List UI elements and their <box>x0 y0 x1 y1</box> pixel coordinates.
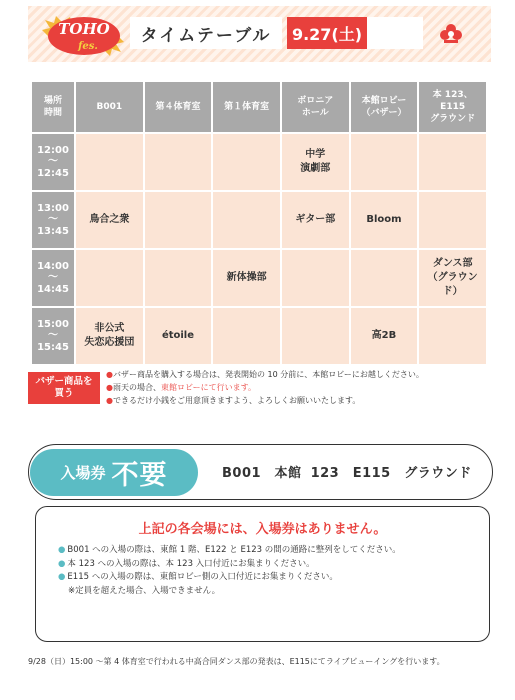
column-header: ボロニア ホール <box>282 82 349 132</box>
svg-text:fes.: fes. <box>78 41 98 52</box>
bullet-icon: ● <box>58 558 66 569</box>
table-cell <box>419 134 486 190</box>
time-slot: 12:00 〜 12:45 <box>32 134 74 190</box>
capacity-note: ※定員を超えた場合、入場できません。 <box>68 585 221 596</box>
table-cell <box>76 250 143 306</box>
list-item: ● B001 への入場の際は、東館 1 階、E122 と E123 の間の通路に整列をしてください。 <box>58 544 470 558</box>
table-cell <box>76 134 143 190</box>
header-spacer <box>367 17 423 49</box>
column-header: B001 <box>76 82 143 132</box>
ticket-not-required: 不要 <box>111 460 168 491</box>
school-crest-icon <box>438 20 464 46</box>
table-cell <box>213 134 280 190</box>
table-cell <box>282 250 349 306</box>
ticket-label: 入場券 <box>60 464 106 482</box>
bazaar-badge-line1: バザー商品を <box>35 375 93 387</box>
table-cell <box>419 192 486 248</box>
bullet-icon: ● <box>58 572 66 583</box>
table-cell: 新体操部 <box>213 250 280 306</box>
bazaar-badge-line2: 買う <box>54 388 74 399</box>
ticket-not-required-pill <box>30 449 198 496</box>
timetable-row <box>32 134 486 190</box>
note-line: ●できるだけ小銭をご用意頂きますよう、よろしくお願いいたします。 <box>106 395 361 405</box>
svg-text:TOHO: TOHO <box>58 20 110 38</box>
table-cell <box>145 250 212 306</box>
table-cell <box>419 308 486 364</box>
column-header: 本 123、E115 グラウンド <box>419 82 486 132</box>
column-header: 第１体育室 <box>213 82 280 132</box>
bullet-icon: ● <box>106 395 113 405</box>
footer-note: 9/28（日）15:00 〜第 4 体育室で行われる中高合同ダンス部の発表は、E115にてライブビューイングを行います。 <box>28 657 445 666</box>
table-cell: 中学 演劇部 <box>282 134 349 190</box>
time-slot: 13:00 〜 13:45 <box>32 192 74 248</box>
ticket-venues: B001 本館 123 E115 グラウンド <box>222 466 472 481</box>
column-header: 本館ロビー （バザー） <box>351 82 418 132</box>
entry-info-list <box>58 544 470 598</box>
timetable-row <box>32 192 486 248</box>
time-slot: 14:00 〜 14:45 <box>32 250 74 306</box>
table-cell <box>213 308 280 364</box>
bullet-icon: ● <box>58 545 66 555</box>
table-cell: étoile <box>145 308 212 364</box>
table-cell <box>145 134 212 190</box>
note-line: ●バザー商品を購入する場合は、発表開始の 10 分前に、本館ロビーにお越しください。 <box>106 370 424 379</box>
table-cell <box>351 250 418 306</box>
entry-info-title: 上記の各会場には、入場券はありません。 <box>138 522 387 537</box>
table-cell: 高2B <box>351 308 418 364</box>
column-header: 第４体育室 <box>145 82 212 132</box>
list-item: ● 本 123 への入場の際は、本 123 入口付近にお集まりください。 <box>58 558 470 572</box>
table-cell: Bloom <box>351 192 418 248</box>
table-cell <box>351 134 418 190</box>
timetable-row <box>32 250 486 306</box>
table-cell: 非公式 失恋応援団 <box>76 308 143 364</box>
timetable-header-row <box>32 82 486 132</box>
table-cell <box>213 192 280 248</box>
column-header: 場所 時間 <box>32 82 74 132</box>
bazaar-badge <box>28 372 100 404</box>
timetable-row <box>32 308 486 364</box>
date-badge: 9.27(土) <box>287 17 367 49</box>
list-item: ● E115 への入場の際は、東館ロビー側の入口付近にお集まりください。 <box>58 571 470 585</box>
table-cell: ダンス部 （グラウンド） <box>419 250 486 306</box>
table-cell: 鳥合之衆 <box>76 192 143 248</box>
page-title: タイムテーブル <box>130 17 282 49</box>
table-cell <box>145 192 212 248</box>
table-cell: ギター部 <box>282 192 349 248</box>
time-slot: 15:00 〜 15:45 <box>32 308 74 364</box>
bullet-icon: ● <box>106 382 113 392</box>
note-line: ●雨天の場合、東館ロビーにて行います。 <box>106 382 257 392</box>
bazaar-notes <box>106 369 501 407</box>
timetable <box>30 80 488 366</box>
toho-fes-logo <box>42 14 124 58</box>
bullet-icon: ● <box>106 370 113 379</box>
table-cell <box>282 308 349 364</box>
